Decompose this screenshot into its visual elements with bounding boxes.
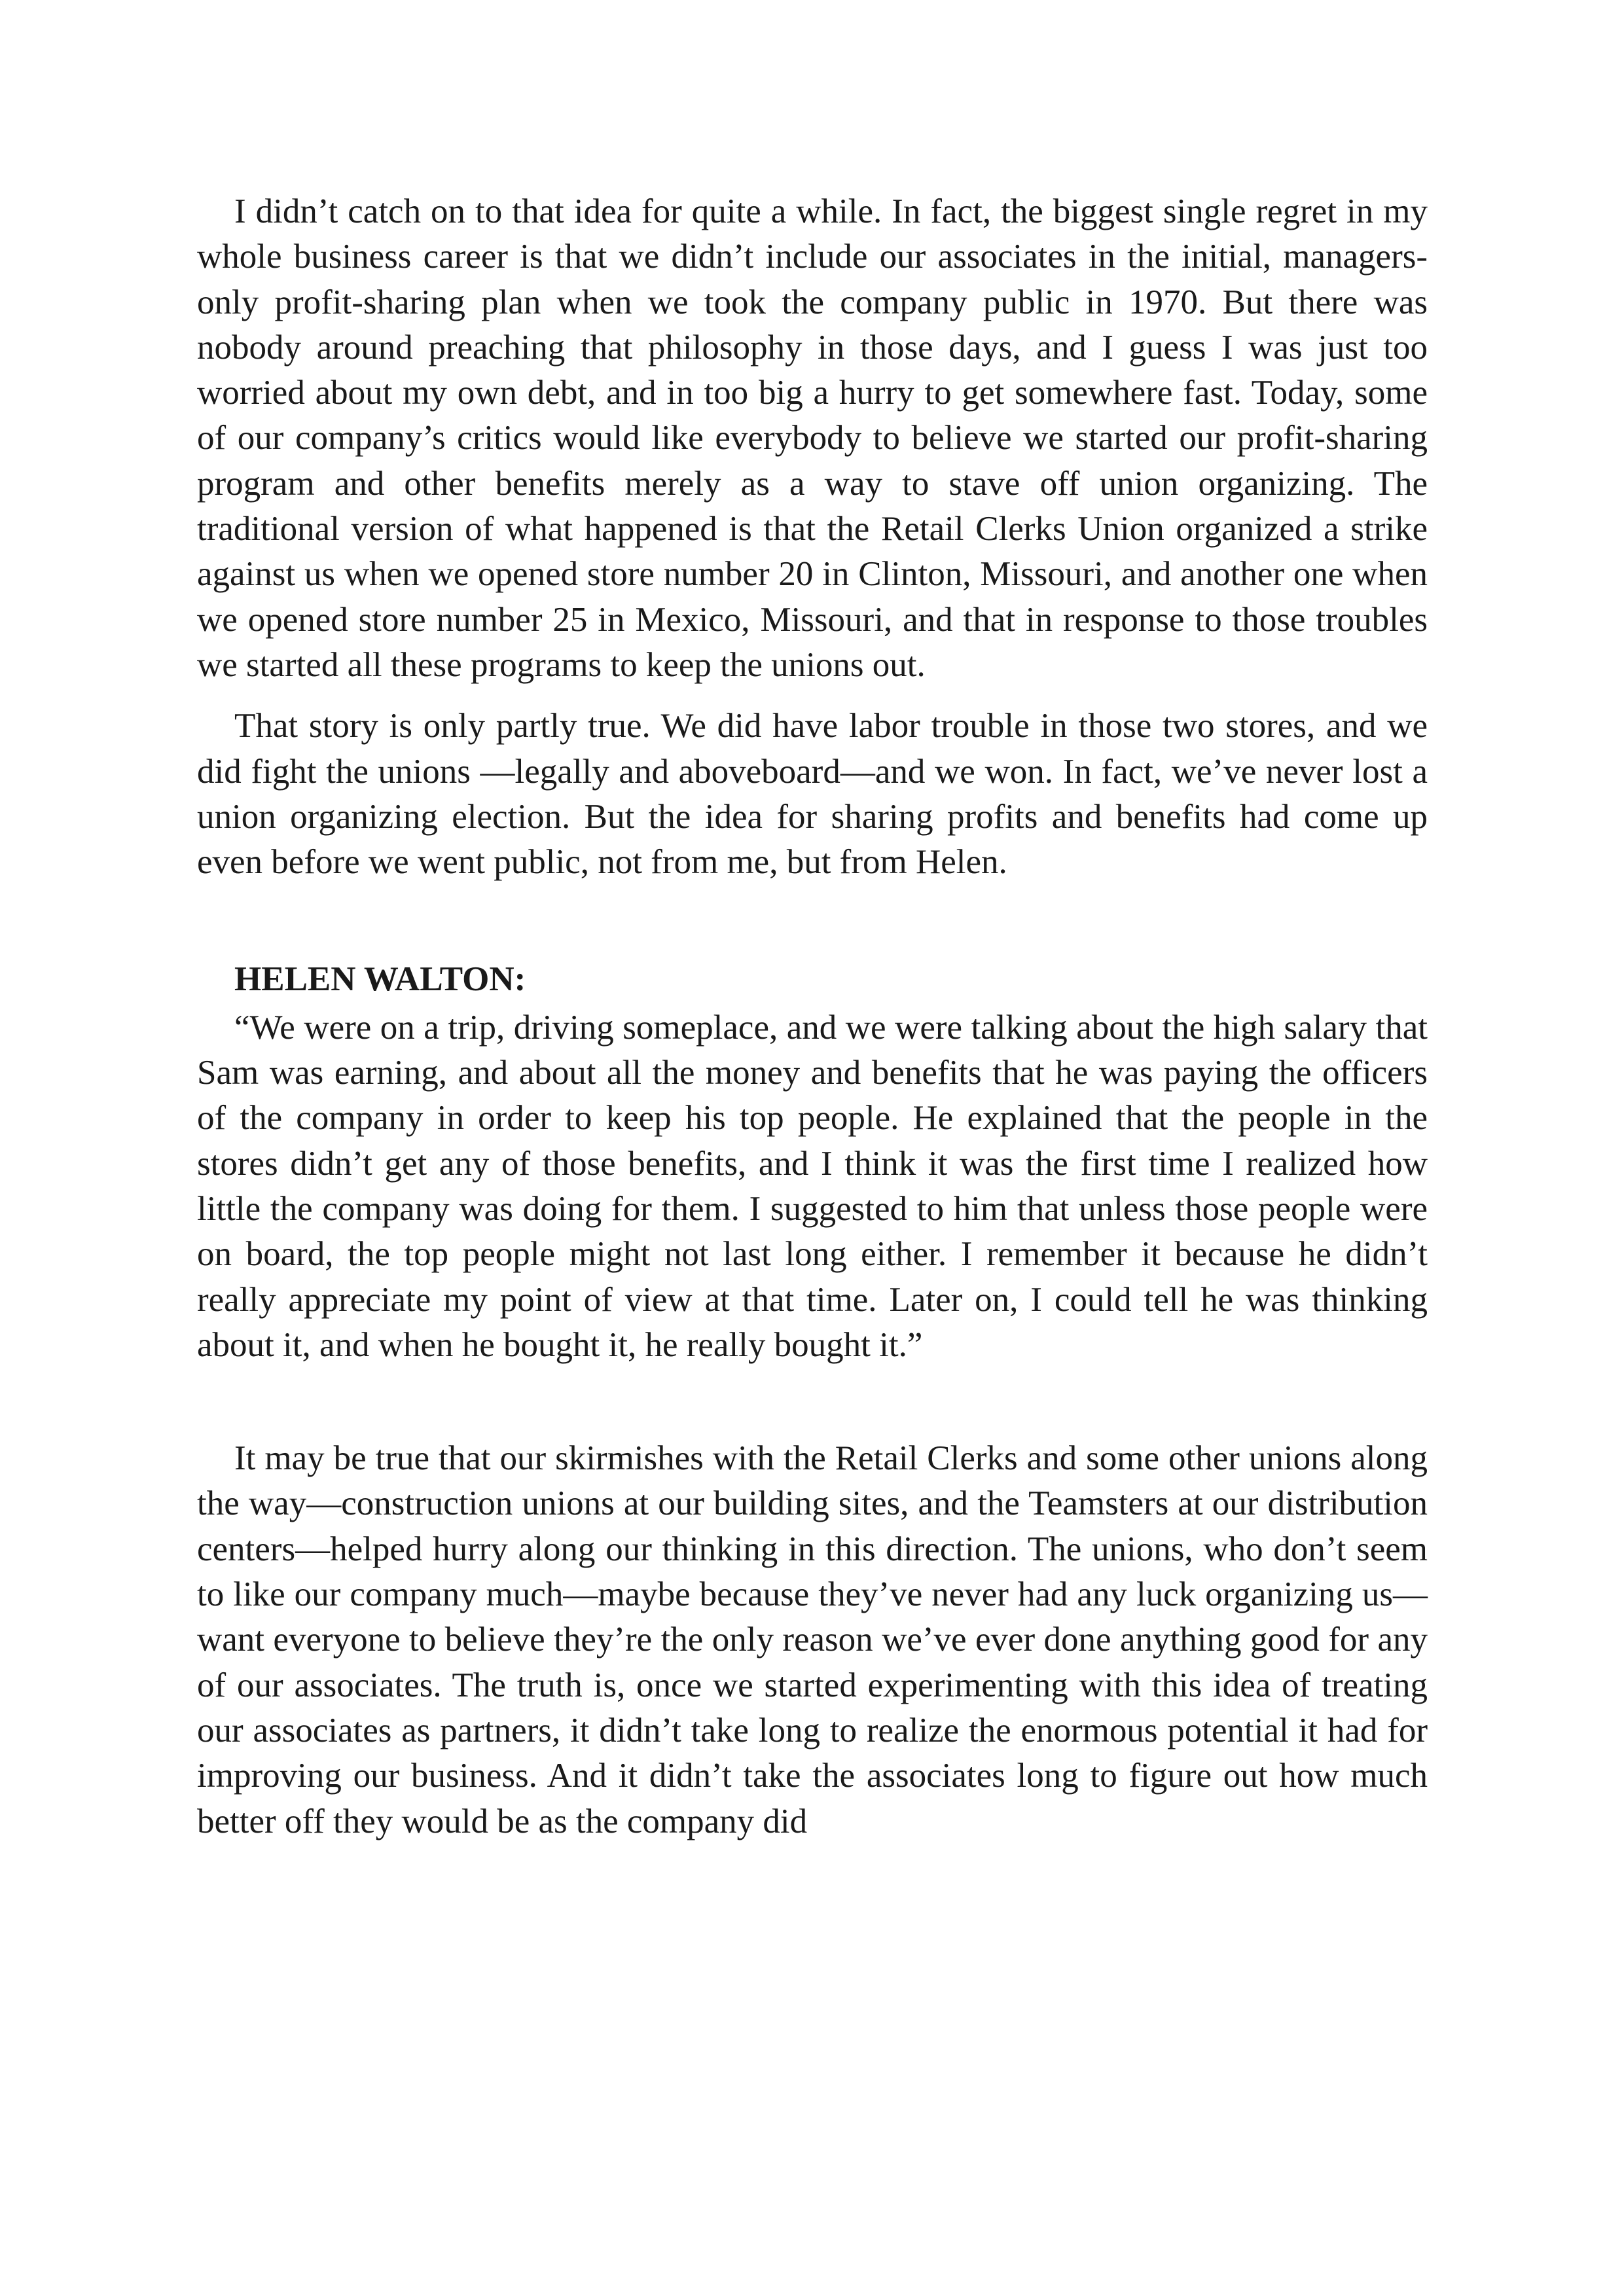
quote-paragraph: “We were on a trip, driving someplace, and we were talking about the high salary that Sam was earning, and about all the money and benefits that he was paying the officers of the company in order to keep his top people. He explained that the people in the stores didn’t get any of those benefits, and I think it was the first time I realized how little the company was doing for them. I suggested to him that unless those people were on board, the top people might not last long either. I remember it because he didn’t really appreciate my point of view at that time. Later on, I could tell he was thinking about it, and when he bought it, he really bought it.” [197, 1008, 1428, 1364]
document-page [197, 189, 1428, 1844]
paragraph-skirmishes: It may be true that our skirmishes with the Retail Clerks and some other unions along the way—construction unions at our building sites, and the Teamsters at our distribution centers—helped hurry along our thinking in this direction. The unions, who don’t seem to like our company much—maybe because they’ve never had any luck organizing us—want everyone to believe they’re the only reason we’ve ever done anything good for any of our associates. The truth is, once we started experimenting with this idea of treating our associates as partners, it didn’t take long to realize the enormous potential it had for improving our business. And it didn’t take the associates long to figure out how much better off they would be as the company did [197, 1439, 1428, 1840]
speaker-heading: HELEN WALTON: [234, 960, 526, 999]
paragraph-partly-true: That story is only partly true. We did have labor trouble in those two stores, and we did fight the unions —legally and aboveboard—and we won. In fact, we’ve never lost a union organizing election. But the idea for sharing profits and benefits had come up even before we went public, not from me, but from Helen. [197, 707, 1428, 882]
section-spacer [197, 885, 1428, 957]
paragraph-regret: I didn’t catch on to that idea for quite a while. In fact, the biggest single regret in my whole business career is that we didn’t include our associates in the initial, managers-only profit-sharing plan when we took the company public in 1970. But there was nobody around preaching that philosophy in those days, and I guess I was just too worried about my own debt, and in too big a hurry to get somewhere fast. Today, some of our company’s critics would like everybody to believe we started our profit-sharing program and other benefits merely as a way to stave off union organizing. The traditional version of what happened is that the Retail Clerks Union organized a strike against us when we opened store number 20 in Clinton, Missouri, and another one when we opened store number 25 in Mexico, Missouri, and that in response to those troubles we started all these programs to keep the unions out. [197, 192, 1428, 684]
section-spacer-2 [197, 1368, 1428, 1436]
